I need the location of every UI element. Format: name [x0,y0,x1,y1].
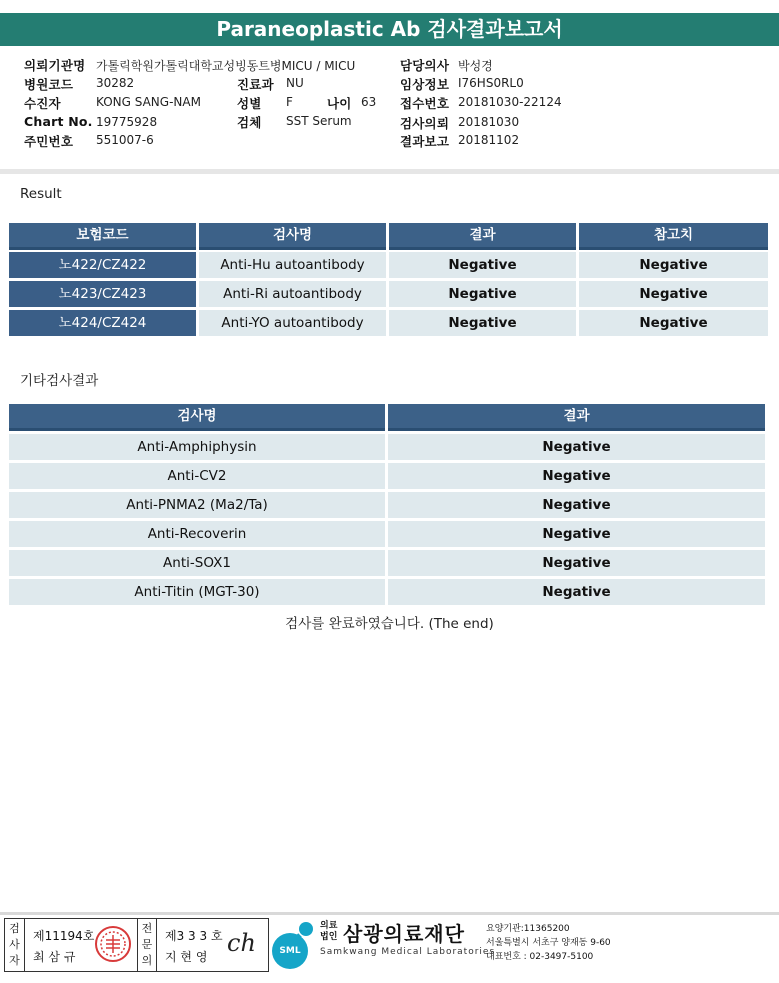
chart-no-value: 19775928 [96,115,158,129]
specialist-name: 지 현 영 [165,950,208,964]
other-row-result: Negative [388,492,765,518]
request-date-label: 검사의뢰 [400,116,450,131]
request-date-value: 20181030 [458,115,520,129]
other-row-result: Negative [388,550,765,576]
sex-value: F [286,95,293,109]
result-row-test-name: Anti-YO autoantibody [199,310,386,336]
footer-divider [0,912,779,915]
other-row-test-name: Anti-Amphiphysin [9,434,385,460]
other-row-result: Negative [388,521,765,547]
result-row-result: Negative [389,252,576,278]
org-address: 서울특별시 서초구 양재동 9-60 [486,938,611,948]
specimen-value: SST Serum [286,114,352,128]
specimen-label: 검체 [237,115,262,130]
sml-logo-text: SML [279,946,301,956]
other-row-test-name: Anti-Titin (MGT-30) [9,579,385,605]
id-number-label: 주민번호 [24,134,74,149]
receipt-number-value: 20181030-22124 [458,95,562,109]
chart-no-label: Chart No. [24,114,93,129]
department-value: NU [286,76,304,90]
org-english-name: Samkwang Medical Laboratories [320,947,496,957]
result-row-reference: Negative [579,310,768,336]
id-number-value: 551007-6 [96,133,154,147]
other-row-result: Negative [388,579,765,605]
specialist-label: 전 문 의 [137,919,157,971]
result-header-code: 보험코드 [9,223,196,250]
inspector-label: 검 사 자 [5,919,25,971]
agency-code: 요양기관:11365200 [486,924,570,934]
other-row-result: Negative [388,463,765,489]
receipt-number-label: 접수번호 [400,96,450,111]
inspector-license-no: 제11194호 [33,929,95,943]
sex-label: 성별 [237,96,262,111]
org-phone: 대표번호 : 02-3497-5100 [486,952,594,962]
result-section-title: Result [20,186,62,202]
doctor-value: 박성경 [458,59,493,73]
specialist-signature: ch [227,929,256,957]
inspector-seal-icon [94,925,132,967]
header-divider [0,169,779,174]
other-header-result: 결과 [388,404,765,431]
signature-box [4,918,269,972]
age-value: 63 [361,95,377,109]
other-header-test-name: 검사명 [9,404,385,431]
clinical-info-label: 임상정보 [400,77,450,92]
report-date-label: 결과보고 [400,134,450,149]
patient-value: KONG SANG-NAM [96,95,201,109]
doctor-label: 담당의사 [400,58,450,73]
end-message: 검사를 완료하였습니다. (The end) [285,616,494,632]
result-row-test-name: Anti-Hu autoantibody [199,252,386,278]
result-header-result: 결과 [389,223,576,250]
org-contact-info [486,922,611,964]
other-row-test-name: Anti-PNMA2 (Ma2/Ta) [9,492,385,518]
result-row-result: Negative [389,281,576,307]
institution-label: 의뢰기관명 [24,58,86,73]
result-header-test-name: 검사명 [199,223,386,250]
result-row-test-name: Anti-Ri autoantibody [199,281,386,307]
result-row-result: Negative [389,310,576,336]
other-section-title: 기타검사결과 [20,373,99,389]
inspector-name: 최 삼 규 [33,950,76,964]
specialist-license-no: 제3 3 3 호 [165,929,223,943]
result-header-reference: 참고치 [579,223,768,250]
patient-info-header [0,50,779,168]
org-name: 삼광의료재단 [343,922,465,946]
other-row-test-name: Anti-SOX1 [9,550,385,576]
result-row-reference: Negative [579,252,768,278]
hospital-code-label: 병원코드 [24,77,74,92]
result-row-code: 노424/CZ424 [9,310,196,336]
other-row-test-name: Anti-Recoverin [9,521,385,547]
patient-label: 수진자 [24,96,61,111]
clinical-info-value: I76HS0RL0 [458,76,524,90]
result-row-code: 노422/CZ422 [9,252,196,278]
report-date-value: 20181102 [458,133,520,147]
hospital-code-value: 30282 [96,76,135,90]
report-title: Paraneoplastic Ab 검사결과보고서 [0,13,779,46]
org-prefix: 의료 법인 [320,921,338,942]
age-label: 나이 [327,96,352,111]
other-row-result: Negative [388,434,765,460]
other-row-test-name: Anti-CV2 [9,463,385,489]
result-row-code: 노423/CZ423 [9,281,196,307]
sml-logo-icon [270,919,318,971]
department-label: 진료과 [237,77,274,92]
institution-value: 가톨릭학원가톨릭대학교성빙동트병MICU / MICU [96,59,356,73]
result-row-reference: Negative [579,281,768,307]
